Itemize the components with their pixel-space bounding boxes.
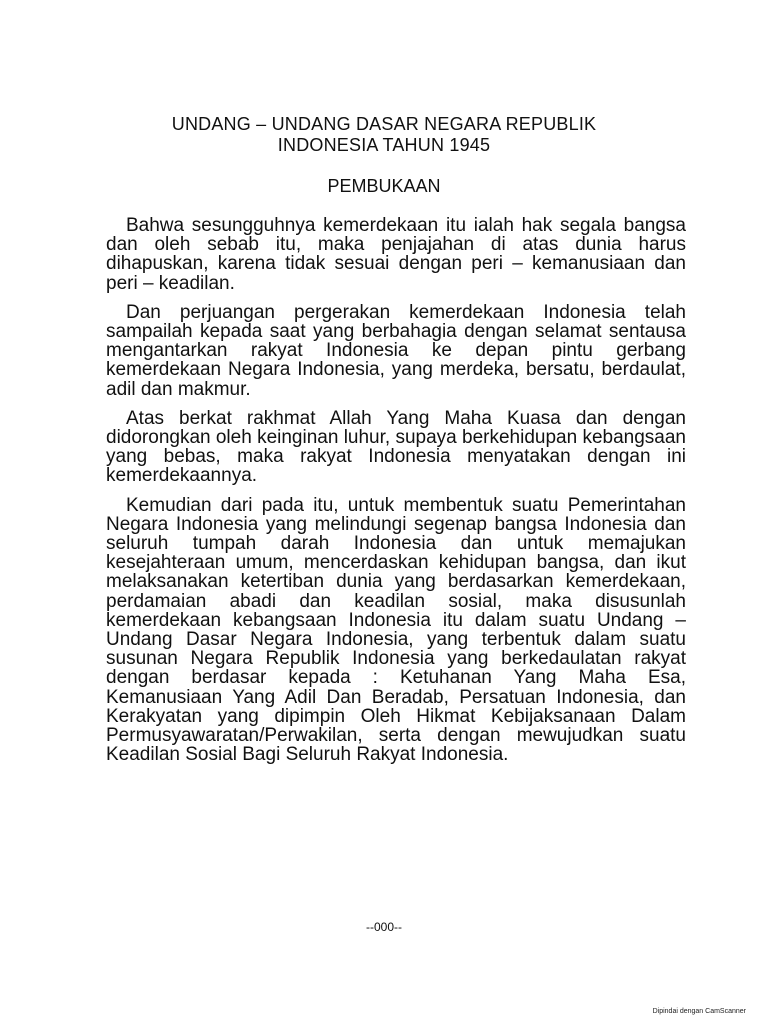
paragraph-1: Bahwa sesungguhnya kemerdekaan itu ialah hak segala bangsa dan oleh sebab itu, maka penjajahan di atas dunia harus dihapuskan, karena tidak sesuai dengan peri – kemanusiaan dan peri – keadilan.	[106, 215, 686, 294]
end-mark: --000--	[365, 920, 402, 934]
document-title-line-1: UNDANG – UNDANG DASAR NEGARA REPUBLIK	[171, 114, 597, 134]
paragraph-2: Dan perjuangan pergerakan kemerdekaan Indonesia telah sampailah kepada saat yang berbahagia dengan selamat sentausa mengantarkan rakyat Indonesia ke depan pintu gerbang kemerdekaan Negara Indonesia, yang merdeka, bersatu, berdaulat, adil dan makmur.	[106, 301, 686, 400]
document-title-line-2: INDONESIA TAHUN 1945	[277, 135, 491, 155]
paragraph-4: Kemudian dari pada itu, untuk membentuk suatu Pemerintahan Negara Indonesia yang melindungi segenap bangsa Indonesia dan seluruh tumpah darah Indonesia dan untuk memajukan kesejahteraan umum, mencerdaskan kehidupan bangsa, dan ikut melaksanakan ketertiban dunia yang berdasarkan kemerdekaan, perdamaian abadi dan keadilan sosial, maka disusunlah kemerdekaan kebangsaan Indonesia itu dalam suatu Undang – Undang Dasar Negara Indonesia, yang terbentuk dalam suatu susunan Negara Republik Indonesia yang berkedaulatan rakyat dengan berdasar kepada : Ketuhanan Yang Maha Esa, Kemanusiaan Yang Adil Dan Beradab, Persatuan Indonesia, dan Kerakyatan yang dipimpin Oleh Hikmat Kebijaksanaan Dalam Permusyawaratan/Perwakilan, serta dengan mewujudkan suatu Keadilan Sosial Bagi Seluruh Rakyat Indonesia.	[106, 494, 686, 766]
section-heading: PEMBUKAAN	[327, 176, 441, 196]
scanner-watermark: Dipindai dengan CamScanner	[652, 1008, 746, 1015]
document-title	[0, 114, 768, 156]
paragraph-3: Atas berkat rakhmat Allah Yang Maha Kuasa dan dengan didorongkan oleh keinginan luhur, supaya berkehidupan kebangsaan yang bebas, maka rakyat Indonesia menyatakan dengan ini kemerdekaannya.	[106, 407, 686, 487]
preamble-body	[106, 216, 686, 774]
